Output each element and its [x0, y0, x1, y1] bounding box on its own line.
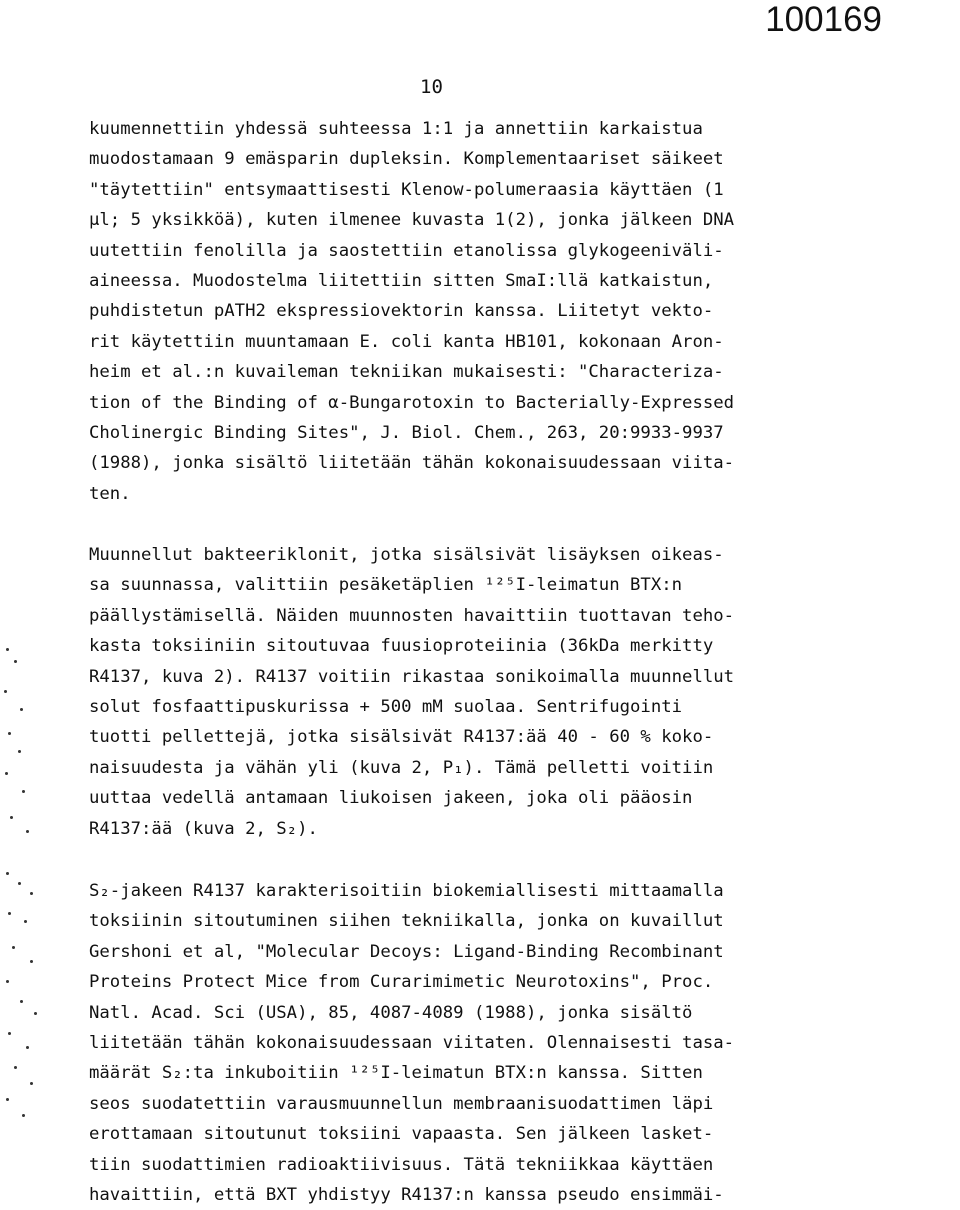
text-line: Proteins Protect Mice from Curarimimetic Neurotoxins", Proc.	[89, 972, 714, 993]
text-line: naisuudesta ja vähän yli (kuva 2, P₁). Tämä pelletti voitiin	[89, 757, 714, 778]
text-line: µl; 5 yksikköä), kuten ilmenee kuvasta 1(2), jonka jälkeen DNA	[89, 210, 735, 231]
text-line: (1988), jonka sisältö liitetään tähän kokonaisuudessaan viita-	[89, 453, 735, 474]
document-number: 100169	[765, 0, 882, 39]
text-line: Gershoni et al, "Molecular Decoys: Ligand-Binding Recombinant	[89, 941, 724, 962]
text-line: määrät S₂:ta inkuboitiin ¹²⁵I-leimatun BTX:n kanssa. Sitten	[89, 1063, 703, 1084]
page-number: 10	[420, 76, 443, 98]
paragraph-3	[89, 876, 869, 1210]
text-line: tion of the Binding of α-Bungarotoxin to Bacterially-Expressed	[89, 392, 735, 413]
paragraph-1	[89, 114, 869, 509]
text-line: "täytettiin" entsymaattisesti Klenow-polumeraasia käyttäen (1	[89, 179, 724, 200]
text-line: R4137:ää (kuva 2, S₂).	[89, 818, 318, 839]
text-line: päällystämisellä. Näiden muunnosten havaittiin tuottavan teho-	[89, 605, 735, 626]
text-line: muodostamaan 9 emäsparin dupleksin. Komplementaariset säikeet	[89, 149, 724, 170]
text-line: rit käytettiin muuntamaan E. coli kanta HB101, kokonaan Aron-	[89, 331, 724, 352]
text-line: Muunnellut bakteeriklonit, jotka sisälsivät lisäyksen oikeas-	[89, 545, 724, 565]
text-line: havaittiin, että BXT yhdistyy R4137:n kanssa pseudo ensimmäi-	[89, 1185, 724, 1206]
text-line: solut fosfaattipuskurissa + 500 mM suolaa. Sentrifugointi	[89, 697, 683, 718]
text-line: toksiinin sitoutuminen siihen tekniikalla, jonka on kuvaillut	[89, 911, 724, 932]
scan-speckle-marks	[0, 620, 40, 1140]
text-line: tuotti pellettejä, jotka sisälsivät R4137:ää 40 - 60 % koko-	[89, 727, 714, 748]
text-line: tiin suodattimien radioaktiivisuus. Tätä tekniikkaa käyttäen	[89, 1154, 714, 1175]
text-line: uutettiin fenolilla ja saostettiin etanolissa glykogeeniväli-	[89, 240, 724, 261]
text-line: seos suodatettiin varausmuunnellun membraanisuodattimen läpi	[89, 1093, 714, 1114]
text-line: uuttaa vedellä antamaan liukoisen jakeen, joka oli pääosin	[89, 788, 693, 809]
text-line: S₂-jakeen R4137 karakterisoitiin biokemiallisesti mittaamalla	[89, 881, 724, 901]
text-line: R4137, kuva 2). R4137 voitiin rikastaa sonikoimalla muunnellut	[89, 666, 735, 687]
text-line: heim et al.:n kuvaileman tekniikan mukaisesti: "Characteriza-	[89, 362, 724, 383]
text-line: liitetään tähän kokonaisuudessaan viitaten. Olennaisesti tasa-	[89, 1033, 735, 1054]
text-line: kuumennettiin yhdessä suhteessa 1:1 ja annettiin karkaistua	[89, 119, 703, 139]
text-line: sa suunnassa, valittiin pesäketäplien ¹²⁵I-leimatun BTX:n	[89, 575, 683, 596]
text-line: erottamaan sitoutunut toksiini vapaasta. Sen jälkeen lasket-	[89, 1124, 714, 1145]
text-line: kasta toksiiniin sitoutuvaa fuusioproteiinia (36kDa merkitty	[89, 636, 714, 657]
text-line: aineessa. Muodostelma liitettiin sitten SmaI:llä katkaistun,	[89, 271, 714, 292]
text-line: ten.	[89, 483, 131, 504]
text-line: puhdistetun pATH2 ekspressiovektorin kanssa. Liitetyt vekto-	[89, 301, 714, 322]
paragraph-2	[89, 540, 869, 844]
text-line: Cholinergic Binding Sites", J. Biol. Chem., 263, 20:9933-9937	[89, 423, 724, 444]
text-line: Natl. Acad. Sci (USA), 85, 4087-4089 (1988), jonka sisältö	[89, 1002, 693, 1023]
